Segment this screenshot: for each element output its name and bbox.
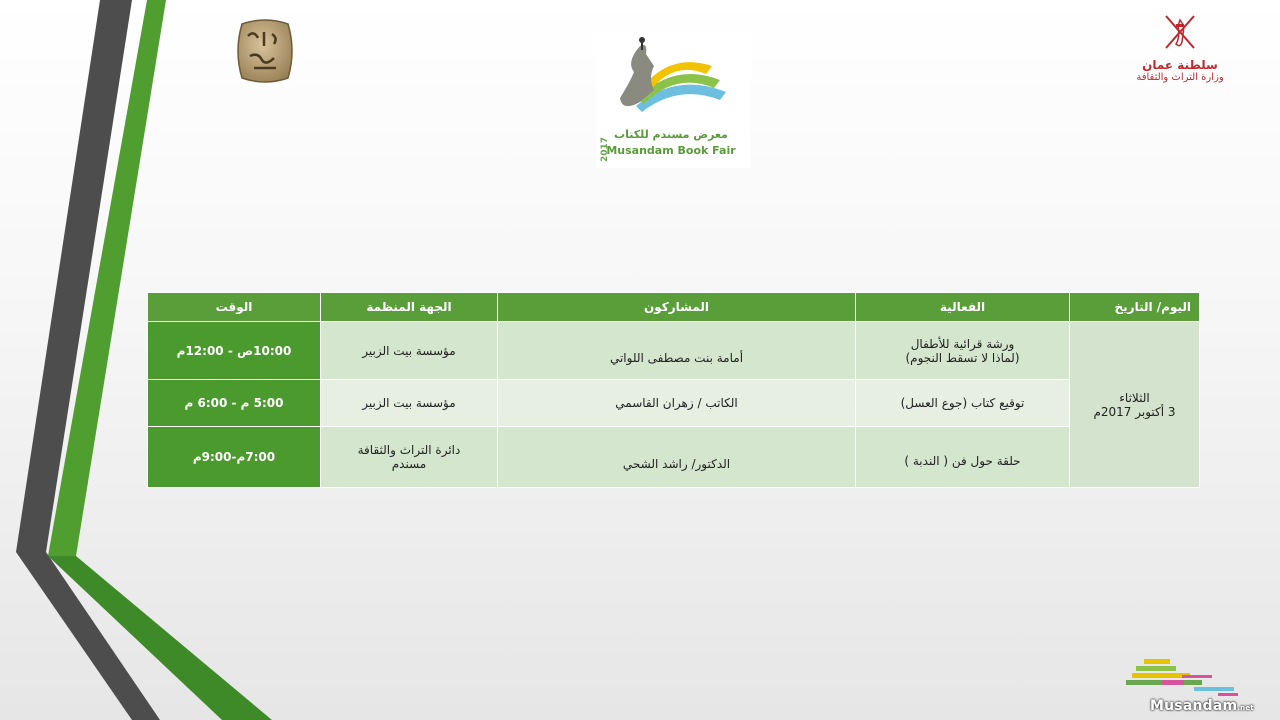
organizer-text: دائرة التراث والثقافة <box>357 443 461 457</box>
ministry-name-label: وزارة التراث والثقافة <box>1136 72 1224 83</box>
ministry-emblem <box>1130 12 1230 84</box>
time-cell <box>148 380 321 427</box>
book-fair-logo <box>596 32 750 168</box>
book-fair-year: 2017 <box>600 136 610 162</box>
header-activity: الفعالية <box>856 293 1070 322</box>
organizer-cell <box>321 427 498 488</box>
time-cell <box>148 322 321 380</box>
participants-cell <box>498 322 856 380</box>
organizer-cell <box>321 380 498 427</box>
table-row <box>148 380 1200 427</box>
activity-cell <box>856 380 1070 427</box>
table-row <box>148 427 1200 488</box>
header-organizer: الجهة المنظمة <box>321 293 498 322</box>
header-date: اليوم/ التاريخ <box>1070 293 1200 322</box>
time-text: 7:00م-9:00م <box>192 450 276 464</box>
header-participants: المشاركون <box>498 293 856 322</box>
book-fair-title-en: Musandam Book Fair <box>606 144 736 157</box>
musandam-logo-text <box>1150 698 1254 714</box>
musandam-logo-suffix: .net <box>1237 704 1254 712</box>
seal-stamp-icon <box>234 18 296 84</box>
activity-subtitle: (لماذا لا تسقط النجوم) <box>905 350 1020 365</box>
book-fair-emblem-icon <box>596 32 750 128</box>
organizer-text: مؤسسة بيت الزبير <box>362 343 456 358</box>
musandam-logo-name: Musandam <box>1150 698 1238 714</box>
activity-cell <box>856 322 1070 380</box>
date-cell <box>1070 322 1200 488</box>
activity-cell <box>856 427 1070 488</box>
ministry-country-label: سلطنة عمان <box>1142 58 1218 72</box>
date-day: الثلاثاء <box>1119 390 1150 405</box>
oman-khanjar-emblem-icon <box>1160 12 1200 54</box>
time-cell <box>148 427 321 488</box>
book-fair-title-ar: معرض مسندم للكتاب <box>614 128 728 141</box>
organizer-cell <box>321 322 498 380</box>
participants-text: الدكتور/ راشد الشحي <box>622 457 731 471</box>
schedule-table <box>147 292 1200 488</box>
participants-text: أمامة بنت مصطفى اللواتي <box>609 350 744 365</box>
participants-cell <box>498 427 856 488</box>
organizer-text: مؤسسة بيت الزبير <box>362 396 456 410</box>
activity-title: حلقة حول فن ( الندبة ) <box>904 454 1021 468</box>
table-row <box>148 322 1200 380</box>
activity-title: توقيع كتاب (جوع العسل) <box>900 396 1025 410</box>
time-text: 5:00 م - 6:00 م <box>184 396 284 410</box>
time-text: 10:00ص - 12:00م <box>176 343 292 358</box>
activity-title: ورشة قرائية للأطفال <box>910 336 1015 351</box>
participants-text: الكاتب / زهران القاسمي <box>615 396 738 410</box>
participants-cell <box>498 380 856 427</box>
table-header-row <box>148 293 1200 322</box>
musandam-logo-icon <box>1122 655 1252 701</box>
header-time: الوقت <box>148 293 321 322</box>
organizer-text-line2: مسندم <box>391 457 427 471</box>
date-value: 3 أكتوبر 2017م <box>1093 404 1176 419</box>
